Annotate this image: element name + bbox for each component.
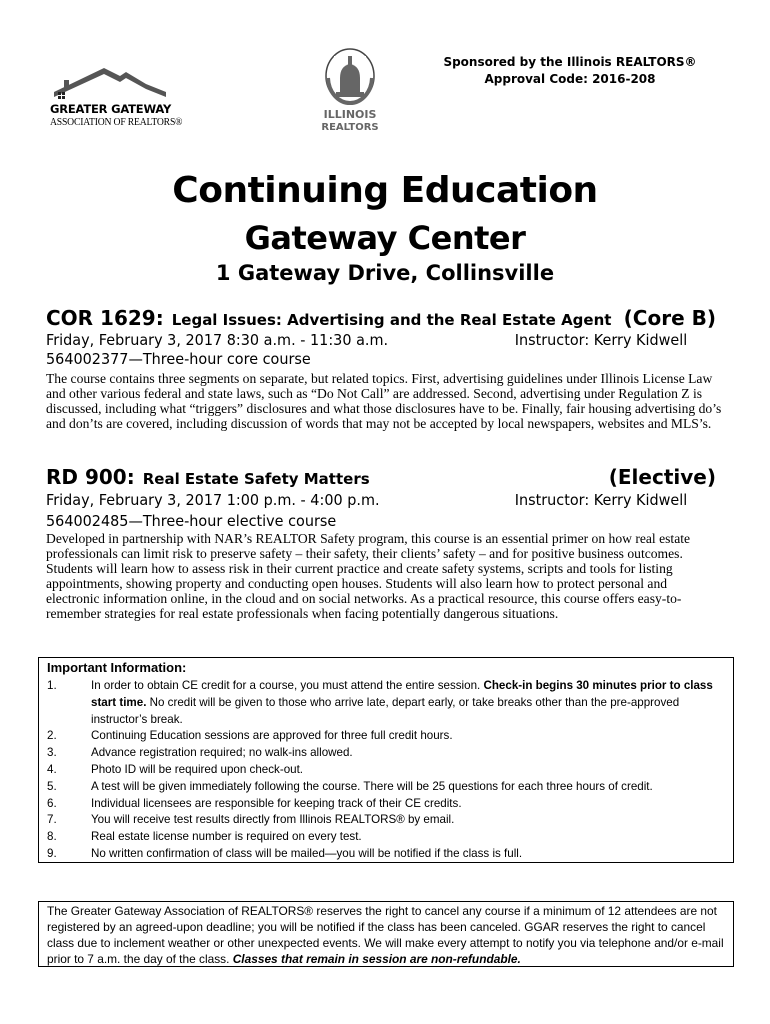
item-text: Advance registration required; no walk-ins allowed. [91,746,353,760]
ir-logo-line1: ILLINOIS [323,108,377,121]
ir-logo-line2: REALTORS [321,122,379,133]
important-info-box [38,657,734,863]
capitol-dome-icon [310,48,390,106]
ggar-logo [46,62,183,140]
course-instructor: Instructor: Kerry Kidwell [514,331,688,349]
list-item [47,678,727,728]
list-item [47,779,727,796]
course-title: Legal Issues: Advertising and the Real Estate Agent [171,311,612,329]
item-number: 1. [47,679,57,692]
item-number: 9. [47,846,57,860]
sponsor-notice [420,54,720,88]
course-type: (Core B) [623,306,716,330]
list-item [47,846,727,863]
item-number: 8. [47,830,57,844]
ggar-logo-subtitle: ASSOCIATION OF REALTORS® [50,117,183,128]
cancellation-notice [38,901,734,967]
info-list [47,678,727,863]
venue-title: Gateway Center [244,219,526,257]
sponsor-line: Sponsored by the Illinois REALTORS® [443,55,697,69]
course-instructor: Instructor: Kerry Kidwell [514,491,688,509]
item-text: Real estate license number is required on every test. [91,830,362,844]
course-schedule-line [46,331,687,349]
checkin-emphasis: Check-in begins 30 minutes prior to class start time. [91,679,713,709]
info-title: Important Information: [47,660,187,675]
item-number: 5. [47,779,57,793]
course-heading [46,306,716,330]
course-code: RD 900: [46,465,135,489]
course-code: COR 1629: [46,306,164,330]
list-item [47,796,727,813]
course-heading [46,465,716,489]
item-text: In order to obtain CE credit for a course, you must attend the entire session. [91,679,484,692]
course-title: Real Estate Safety Matters [142,470,370,488]
list-item [47,728,727,745]
course-id-line: 564002485—Three-hour elective course [46,512,337,530]
item-number: 4. [47,762,57,776]
list-item [47,745,727,762]
item-number: 2. [47,729,57,743]
item-text: You will receive test results directly from Illinois REALTORS® by email. [91,813,455,827]
item-number: 7. [47,813,57,827]
house-roof-icon [46,62,176,102]
course-description: The course contains three segments on separate, but related topics. First, advertising guidelines under Illinois License Law and other various federal and state laws, such as “Do Not Call” are addressed. Second, advertising under Regulation Z is discussed, including what “triggers” disclosures and what those disclosures have to be. Finally, fair housing advertising do’s and don’ts are covered, including discussion of words that may not be accepted by local newspapers, websites and MLS’s. [46,371,722,431]
course-schedule: Friday, February 3, 2017 1:00 p.m. - 4:00 p.m. [46,491,380,509]
course-id-line: 564002377—Three-hour core course [46,350,311,368]
item-text: No credit will be given to those who arrive late, depart early, or take breaks other than the pre-approved instructor’s break. [91,695,680,726]
item-number: 3. [47,746,57,760]
ggar-logo-name: GREATER GATEWAY [50,102,172,116]
item-text: Photo ID will be required upon check-out. [91,762,304,776]
item-text: A test will be given immediately following the course. There will be 25 questions for each three hours of credit. [91,779,653,793]
page-title: Continuing Education [172,170,598,211]
approval-code: Approval Code: 2016-208 [484,72,656,86]
list-item [47,812,727,829]
list-item [47,762,727,779]
non-refundable-emphasis: Classes that remain in session are non-refundable. [232,952,521,966]
item-text: Individual licensees are responsible for keeping track of their CE credits. [91,796,462,810]
course-schedule: Friday, February 3, 2017 8:30 a.m. - 11:30 a.m. [46,331,389,349]
illinois-realtors-logo [310,48,390,143]
course-schedule-line [46,491,687,509]
course-type: (Elective) [608,465,716,489]
list-item [47,829,727,846]
item-text: No written confirmation of class will be mailed—you will be notified if the class is full. [91,846,523,860]
course-description: Developed in partnership with NAR’s REALTOR Safety program, this course is an essential primer on how real estate professionals can limit risk to preserve safety – their safety, their clients’ safety – and for positive business outcomes. Students will learn how to assess risk in their current practice and create safety systems, scripts and tools for listing appointments, showing property and conducting open houses. Students will also learn how to protect personal and electronic information online, in the cloud and on social networks. As a practical resource, this course offers easy-to-remember strategies for real estate professionals when facing potentially dangerous situations. [46,531,691,621]
venue-address: 1 Gateway Drive, Collinsville [215,261,555,285]
notice-text: The Greater Gateway Association of REALTORS® reserves the right to cancel any course if a minimum of 12 attendees are not registered by an agreed-upon deadline; you will be notified if the class has been canceled. GGAR reserves the right to cancel class due to inclement weather or other unexpected events. We will make every attempt to notify you via telephone and/or e-mail prior to 7 a.m. the day of the class. [47,904,724,966]
item-number: 6. [47,796,57,810]
item-text: Continuing Education sessions are approved for three full credit hours. [91,729,453,743]
